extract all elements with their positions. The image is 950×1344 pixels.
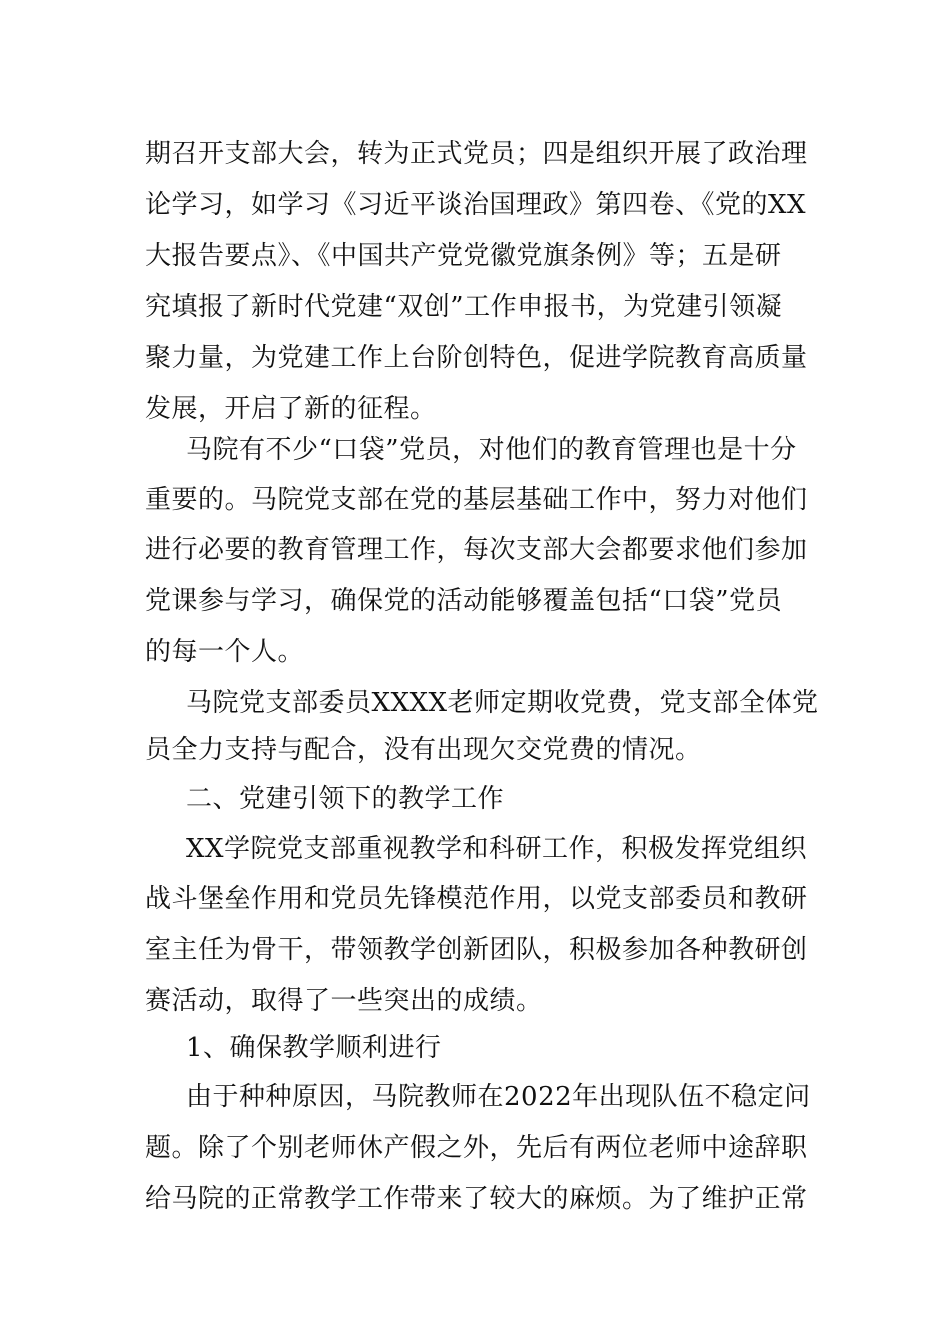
text-line: 进行必要的教育管理工作，每次支部大会都要求他们参加 — [145, 535, 808, 565]
paragraph-first-line: 马院有不少“口袋”党员，对他们的教育管理也是十分 — [186, 435, 797, 465]
text-line: 的每一个人。 — [145, 637, 305, 667]
text-line: 大报告要点》、《中国共产党党徽党旗条例》等；五是研 — [145, 241, 782, 271]
paragraph-first-line: 马院党支部委员XXXX老师定期收党费，党支部全体党 — [186, 688, 819, 718]
text-line: 论学习，如学习《习近平谈治国理政》第四卷、《党的XX — [145, 190, 807, 220]
text-line: 聚力量，为党建工作上台阶创特色，促进学院教育高质量 — [145, 343, 808, 373]
text-line: 员全力支持与配合，没有出现欠交党费的情况。 — [145, 735, 702, 765]
text-line: 党课参与学习，确保党的活动能够覆盖包括“口袋”党员 — [145, 586, 783, 616]
text-line: 期召开支部大会，转为正式党员；四是组织开展了政治理 — [145, 139, 808, 169]
text-line: 题。除了个别老师休产假之外，先后有两位老师中途辞职 — [145, 1133, 808, 1163]
text-line: 重要的。马院党支部在党的基层基础工作中，努力对他们 — [145, 485, 808, 515]
text-line: 给马院的正常教学工作带来了较大的麻烦。为了维护正常 — [145, 1184, 808, 1214]
subsection-heading: 1、确保教学顺利进行 — [186, 1033, 442, 1063]
text-line: 室主任为骨干，带领教学创新团队，积极参加各种教研创 — [145, 935, 808, 965]
section-heading: 二、党建引领下的教学工作 — [186, 784, 505, 814]
paragraph-first-line: 由于种种原因，马院教师在2022年出现队伍不稳定问 — [186, 1082, 811, 1112]
text-line: 究填报了新时代党建“双创”工作申报书，为党建引领凝 — [145, 292, 783, 322]
paragraph-first-line: XX学院党支部重视教学和科研工作，积极发挥党组织 — [186, 834, 808, 864]
text-line: 战斗堡垒作用和党员先锋模范作用，以党支部委员和教研 — [145, 884, 808, 914]
text-line: 赛活动，取得了一些突出的成绩。 — [145, 986, 543, 1016]
text-line: 发展，开启了新的征程。 — [145, 394, 437, 424]
